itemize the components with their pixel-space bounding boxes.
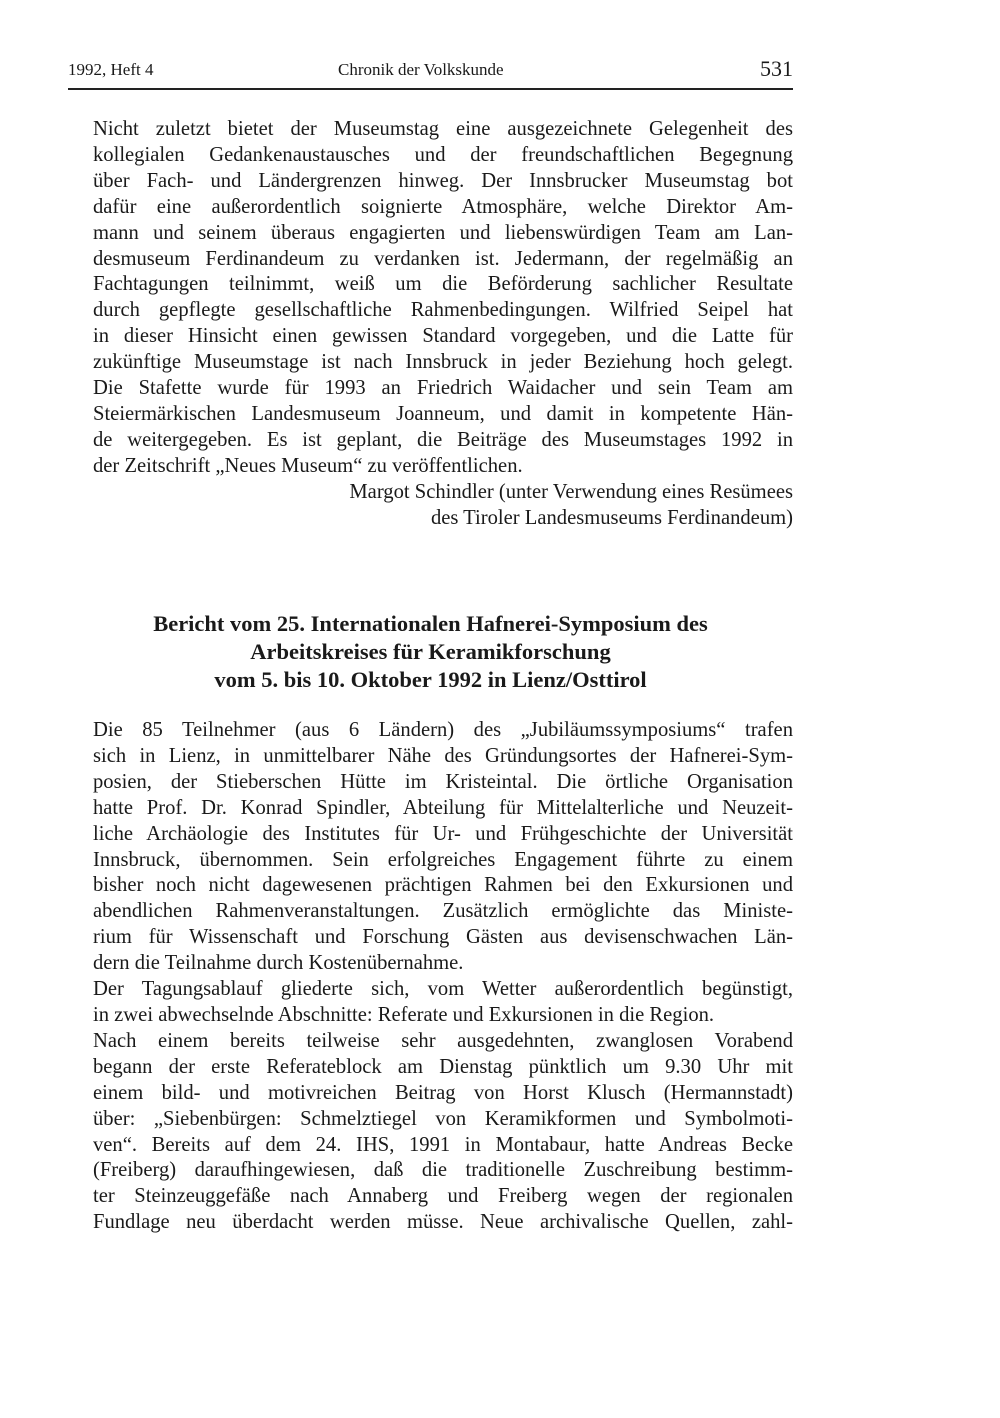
text-line: Fachtagungen teilnimmt, weiß um die Beförderung sachlicher Resultate bbox=[93, 273, 793, 296]
text-line: über Fach- und Ländergrenzen hinweg. Der Innsbrucker Museumstag bot bbox=[93, 169, 793, 192]
paragraph bbox=[68, 117, 793, 480]
header-rule bbox=[68, 88, 793, 90]
text-line: ven“. Bereits auf dem 24. IHS, 1991 in Montabaur, hatte Andreas Becke bbox=[93, 1133, 793, 1156]
paragraph bbox=[68, 977, 793, 1029]
article-heading bbox=[68, 610, 793, 694]
paragraph bbox=[68, 718, 793, 977]
text-line: zukünftige Museumstage ist nach Innsbruck in jeder Beziehung hoch gelegt. bbox=[93, 351, 793, 374]
hafnerei-symposium-report bbox=[68, 718, 793, 1236]
text-line: über: „Siebenbürgen: Schmelztiegel von Keramikformen und Symbolmoti- bbox=[93, 1107, 793, 1130]
text-line: Fundlage neu überdacht werden müsse. Neue archivalische Quellen, zahl- bbox=[93, 1211, 793, 1234]
heading-line: Bericht vom 25. Internationalen Hafnerei-Symposium des bbox=[153, 611, 708, 636]
text-line: Die 85 Teilnehmer (aus 6 Ländern) des „Jubiläumssymposiums“ trafen bbox=[93, 719, 793, 741]
text-line: rium für Wissenschaft und Forschung Gästen aus devisenschwachen Län- bbox=[93, 926, 793, 949]
museumstag-report-conclusion bbox=[68, 117, 793, 532]
text-line: desmuseum Ferdinandeum zu verdanken ist. Jedermann, der regelmäßig an bbox=[93, 247, 793, 270]
text-line: de weitergegeben. Es ist geplant, die Beiträge des Museumstages 1992 in bbox=[93, 428, 793, 451]
text-line: der Zeitschrift „Neues Museum“ zu veröffentlichen. bbox=[93, 454, 523, 477]
running-head bbox=[68, 58, 793, 84]
text-line: kollegialen Gedankenaustausches und der freundschaftlichen Begegnung bbox=[93, 143, 793, 166]
text-line: sich in Lienz, in unmittelbarer Nähe des Gründungsortes der Hafnerei-Sym- bbox=[93, 744, 793, 767]
text-line: bisher noch nicht dagewesenen prächtigen Rahmen bei den Exkursionen und bbox=[93, 874, 793, 897]
text-line: dafür eine außerordentlich soignierte Atmosphäre, welche Direktor Am- bbox=[93, 195, 793, 218]
text-line: ter Steinzeuggefäße nach Annaberg und Freiberg wegen der regionalen bbox=[93, 1185, 793, 1208]
text-line: dern die Teilnahme durch Kostenübernahme. bbox=[93, 952, 464, 975]
text-line: in zwei abwechselnde Abschnitte: Referate und Exkursionen in die Region. bbox=[93, 1003, 715, 1026]
text-line: Die Stafette wurde für 1993 an Friedrich Waidacher und sein Team am bbox=[93, 377, 793, 400]
heading-line: vom 5. bis 10. Oktober 1992 in Lienz/Osttirol bbox=[214, 667, 647, 692]
text-line: liche Archäologie des Institutes für Ur- und Frühgeschichte der Universität bbox=[93, 822, 793, 845]
text-line: posien, der Stieberschen Hütte im Kristeintal. Die örtliche Organisation bbox=[93, 770, 793, 793]
signature-line: des Tiroler Landesmuseums Ferdinandeum) bbox=[430, 506, 793, 529]
text-line: Nach einem bereits teilweise sehr ausgedehnten, zwanglosen Vorabend bbox=[93, 1029, 793, 1052]
text-line: begann der erste Referateblock am Dienstag pünktlich um 9.30 Uhr mit bbox=[93, 1055, 793, 1078]
signature-line: Margot Schindler (unter Verwendung eines Resümees bbox=[349, 480, 793, 503]
text-line: Nicht zuletzt bietet der Museumstag eine ausgezeichnete Gelegenheit des bbox=[93, 118, 793, 140]
heading-line: Arbeitskreises für Keramikforschung bbox=[250, 639, 611, 664]
text-line: abendlichen Rahmenveranstaltungen. Zusätzlich ermöglichte das Ministe- bbox=[93, 900, 793, 923]
text-line: (Freiberg) daraufhingewiesen, daß die traditionelle Zuschreibung bestimm- bbox=[93, 1159, 793, 1182]
text-line: Innsbruck, übernommen. Sein erfolgreiches Engagement führte zu einem bbox=[93, 848, 793, 871]
text-line: einem bild- und motivreichen Beitrag von Horst Klusch (Hermannstadt) bbox=[93, 1081, 793, 1104]
text-line: Der Tagungsablauf gliederte sich, vom Wetter außerordentlich begünstigt, bbox=[93, 978, 793, 1001]
text-line: Steiermärkischen Landesmuseum Joanneum, und damit in kompetente Hän- bbox=[93, 402, 793, 425]
text-line: hatte Prof. Dr. Konrad Spindler, Abteilung für Mittelalterliche und Neuzeit- bbox=[93, 796, 793, 819]
paragraph bbox=[68, 1029, 793, 1236]
text-line: durch gepflegte gesellschaftliche Rahmenbedingungen. Wilfried Seipel hat bbox=[93, 299, 793, 322]
journal-title: Chronik der Volkskunde bbox=[338, 60, 504, 79]
author-signature bbox=[68, 480, 793, 532]
text-line: mann und seinem überaus engagierten und liebenswürdigen Team am Lan- bbox=[93, 221, 793, 244]
text-line: in dieser Hinsicht einen gewissen Standard vorgegeben, und die Latte für bbox=[93, 325, 793, 348]
page-number: 531 bbox=[760, 56, 793, 81]
journal-issue: 1992, Heft 4 bbox=[68, 60, 154, 79]
